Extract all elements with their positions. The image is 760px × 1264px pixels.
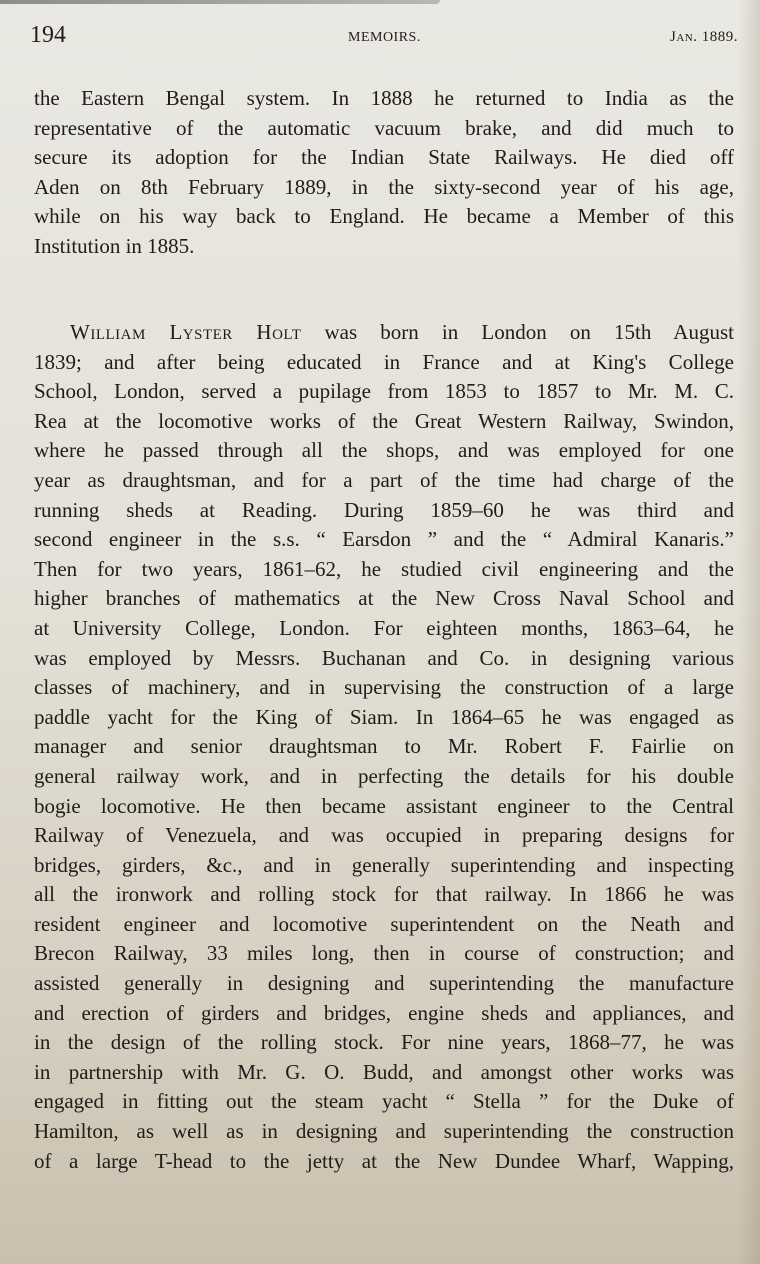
text-line: paddle yacht for the King of Siam. In 1864–65 he was engaged as — [34, 704, 734, 729]
running-date: Jan. 1889. — [670, 29, 738, 45]
paragraph-eastern-bengal — [34, 84, 734, 262]
text-line: in the design of the rolling stock. For nine years, 1868–77, he was — [34, 1030, 734, 1055]
text-line: the Eastern Bengal system. In 1888 he returned to India as the — [34, 86, 734, 110]
text-line: Hamilton, as well as in designing and superintending the construction — [34, 1119, 734, 1144]
text-line: manager and senior draughtsman to Mr. Robert F. Fairlie on — [34, 734, 734, 759]
text-line: Rea at the locomotive works of the Great Western Railway, Swindon, — [34, 408, 734, 433]
text-line: Aden on 8th February 1889, in the sixty-second year of his age, — [34, 174, 734, 199]
text-line: at University College, London. For eighteen months, 1863–64, he — [34, 615, 734, 640]
text-line: all the ironwork and rolling stock for that railway. In 1866 he was — [34, 882, 734, 907]
running-header — [30, 18, 738, 52]
text-line: School, London, served a pupilage from 1853 to 1857 to Mr. M. C. — [34, 379, 734, 404]
text-line: 1839; and after being educated in France and at King's College — [34, 349, 734, 374]
text-line: was employed by Messrs. Buchanan and Co. in designing various — [34, 645, 734, 670]
memoir-first-line — [34, 318, 734, 348]
running-title: MEMOIRS. — [348, 30, 421, 45]
text-line: resident engineer and locomotive superintendent on the Neath and — [34, 911, 734, 936]
text-line: Brecon Railway, 33 miles long, then in course of construction; and — [34, 941, 734, 966]
text-line: Railway of Venezuela, and was occupied in preparing designs for — [34, 823, 734, 848]
text-line: Then for two years, 1861–62, he studied civil engineering and the — [34, 556, 734, 581]
text-line: in partnership with Mr. G. O. Budd, and amongst other works was — [34, 1059, 734, 1084]
text-line: classes of machinery, and in supervising the construction of a large — [34, 675, 734, 700]
page-edge-shadow — [738, 0, 760, 1264]
text-line: higher branches of mathematics at the New Cross Naval School and — [34, 586, 734, 611]
text-line: second engineer in the s.s. “ Earsdon ” and the “ Admiral Kanaris.” — [34, 527, 734, 552]
memoir-first-line-text: was born in London on 15th August — [301, 320, 734, 344]
text-line: where he passed through all the shops, and was employed for one — [34, 438, 734, 463]
text-line: bogie locomotive. He then became assistant engineer to the Central — [34, 793, 734, 818]
page-top-shadow — [0, 0, 440, 4]
text-line: while on his way back to England. He became a Member of this — [34, 204, 734, 229]
text-line: and erection of girders and bridges, engine sheds and appliances, and — [34, 1000, 734, 1025]
memoir-subject-name: William Lyster Holt — [70, 320, 302, 344]
page-number: 194 — [30, 22, 66, 48]
text-line: bridges, girders, &c., and in generally superintending and inspecting — [34, 852, 734, 877]
text-line: year as draughtsman, and for a part of the time had charge of the — [34, 467, 734, 492]
text-line: Institution in 1885. — [34, 233, 195, 258]
text-line: representative of the automatic vacuum brake, and did much to — [34, 115, 734, 140]
text-line: assisted generally in designing and superintending the manufacture — [34, 971, 734, 996]
text-line: general railway work, and in perfecting the details for his double — [34, 763, 734, 788]
text-line: running sheds at Reading. During 1859–60 he was third and — [34, 497, 734, 522]
text-line: of a large T-head to the jetty at the New Dundee Wharf, Wapping, — [34, 1148, 734, 1173]
paragraph-william-lyster-holt — [34, 318, 734, 1176]
text-line: secure its adoption for the Indian State Railways. He died off — [34, 145, 734, 170]
text-line: engaged in fitting out the steam yacht “ Stella ” for the Duke of — [34, 1089, 734, 1114]
